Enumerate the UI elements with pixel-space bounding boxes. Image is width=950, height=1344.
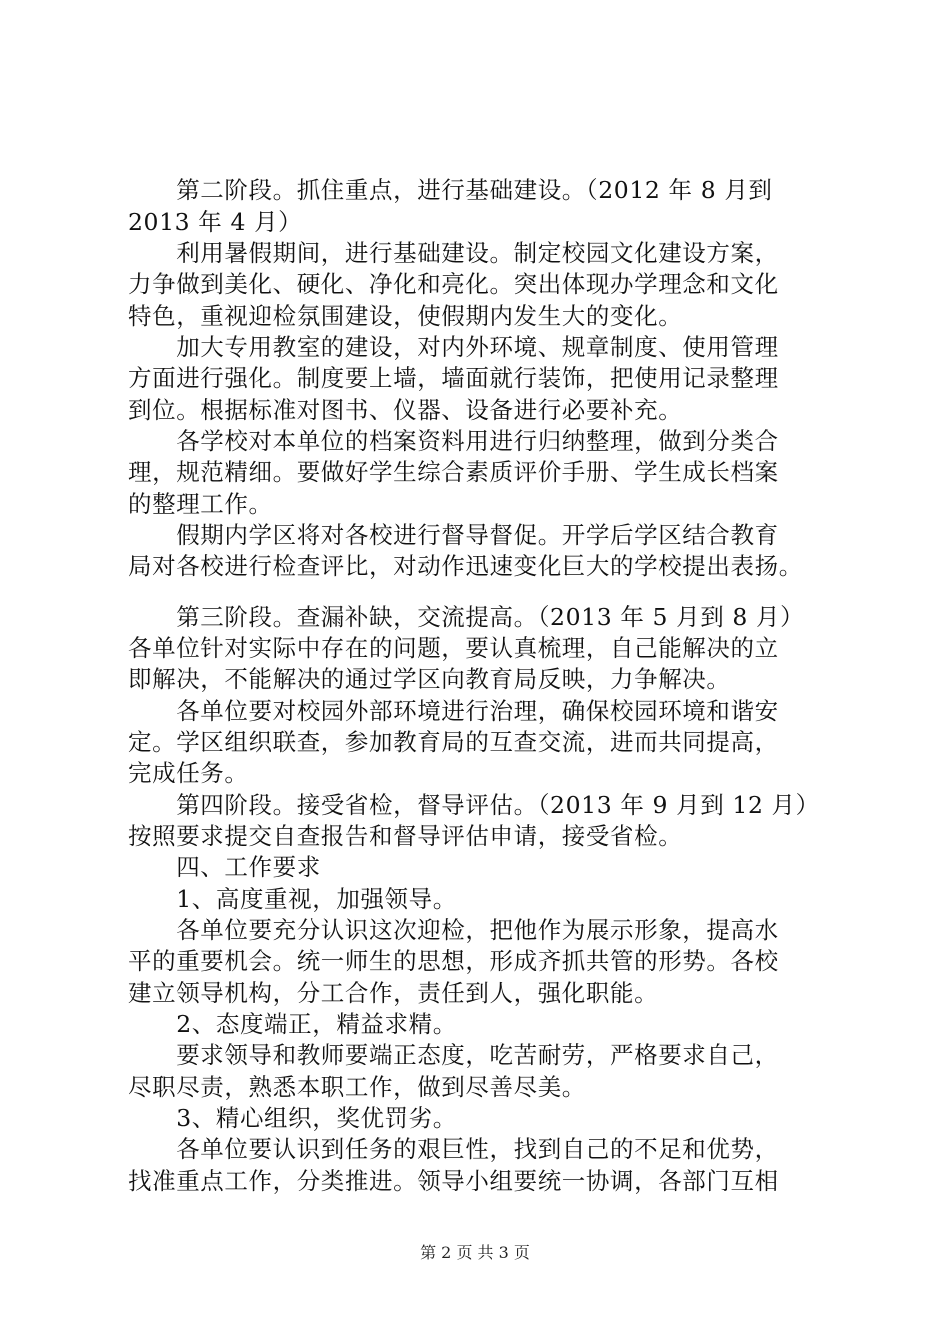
body-line: 完成任务。: [128, 759, 249, 787]
body-line: 到位。根据标准对图书、仪器、设备进行必要补充。: [128, 396, 683, 424]
body-line: 找准重点工作，分类推进。领导小组要统一协调，各部门互相: [128, 1167, 779, 1195]
body-line: 各单位要认识到任务的艰巨性，找到自己的不足和优势，: [128, 1135, 779, 1163]
body-line: 2013 年 4 月）: [128, 208, 303, 236]
body-line: 要求领导和教师要端正态度，吃苦耐劳，严格要求自己，: [128, 1041, 779, 1069]
body-line: 尽职尽责，熟悉本职工作，做到尽善尽美。: [128, 1073, 586, 1101]
body-line: 的整理工作。: [128, 490, 273, 518]
body-line: 特色，重视迎检氛围建设，使假期内发生大的变化。: [128, 302, 683, 330]
body-line: 第三阶段。查漏补缺，交流提高。（2013 年 5 月到 8 月）: [128, 603, 805, 631]
subsection-heading: 3、精心组织，奖优罚劣。: [128, 1104, 457, 1132]
body-line: 力争做到美化、硬化、净化和亮化。突出体现办学理念和文化: [128, 270, 779, 298]
page-number-footer: 第 2 页 共 3 页: [420, 1243, 530, 1262]
body-line: 假期内学区将对各校进行督导督促。开学后学区结合教育: [128, 521, 779, 549]
section-heading: 四、工作要求: [128, 853, 321, 881]
body-line: 即解决，不能解决的通过学区向教育局反映，力争解决。: [128, 665, 731, 693]
body-line: 建立领导机构，分工合作，责任到人，强化职能。: [128, 979, 659, 1007]
subsection-heading: 1、高度重视，加强领导。: [128, 885, 457, 913]
body-line: 各单位要对校园外部环境进行治理，确保校园环境和谐安: [128, 697, 779, 725]
body-line: 各单位针对实际中存在的问题，要认真梳理，自己能解决的立: [128, 634, 779, 662]
body-line: 加大专用教室的建设，对内外环境、规章制度、使用管理: [128, 333, 779, 361]
body-line: 平的重要机会。统一师生的思想，形成齐抓共管的形势。各校: [128, 947, 779, 975]
body-line: 按照要求提交自查报告和督导评估申请，接受省检。: [128, 822, 683, 850]
body-line: 局对各校进行检查评比，对动作迅速变化巨大的学校提出表扬。: [128, 552, 803, 580]
body-line: 利用暑假期间，进行基础建设。制定校园文化建设方案，: [128, 239, 779, 267]
body-line: 各学校对本单位的档案资料用进行归纳整理，做到分类合: [128, 427, 779, 455]
body-line: 定。学区组织联查，参加教育局的互查交流，进而共同提高，: [128, 728, 779, 756]
subsection-heading: 2、态度端正，精益求精。: [128, 1010, 457, 1038]
body-line: 各单位要充分认识这次迎检，把他作为展示形象，提高水: [128, 916, 779, 944]
body-line: 第二阶段。抓住重点，进行基础建设。（2012 年 8 月到: [128, 176, 773, 204]
body-line: 第四阶段。接受省检，督导评估。（2013 年 9 月到 12 月）: [128, 791, 820, 819]
body-line: 方面进行强化。制度要上墙，墙面就行装饰，把使用记录整理: [128, 364, 779, 392]
body-line: 理，规范精细。要做好学生综合素质评价手册、学生成长档案: [128, 458, 779, 486]
